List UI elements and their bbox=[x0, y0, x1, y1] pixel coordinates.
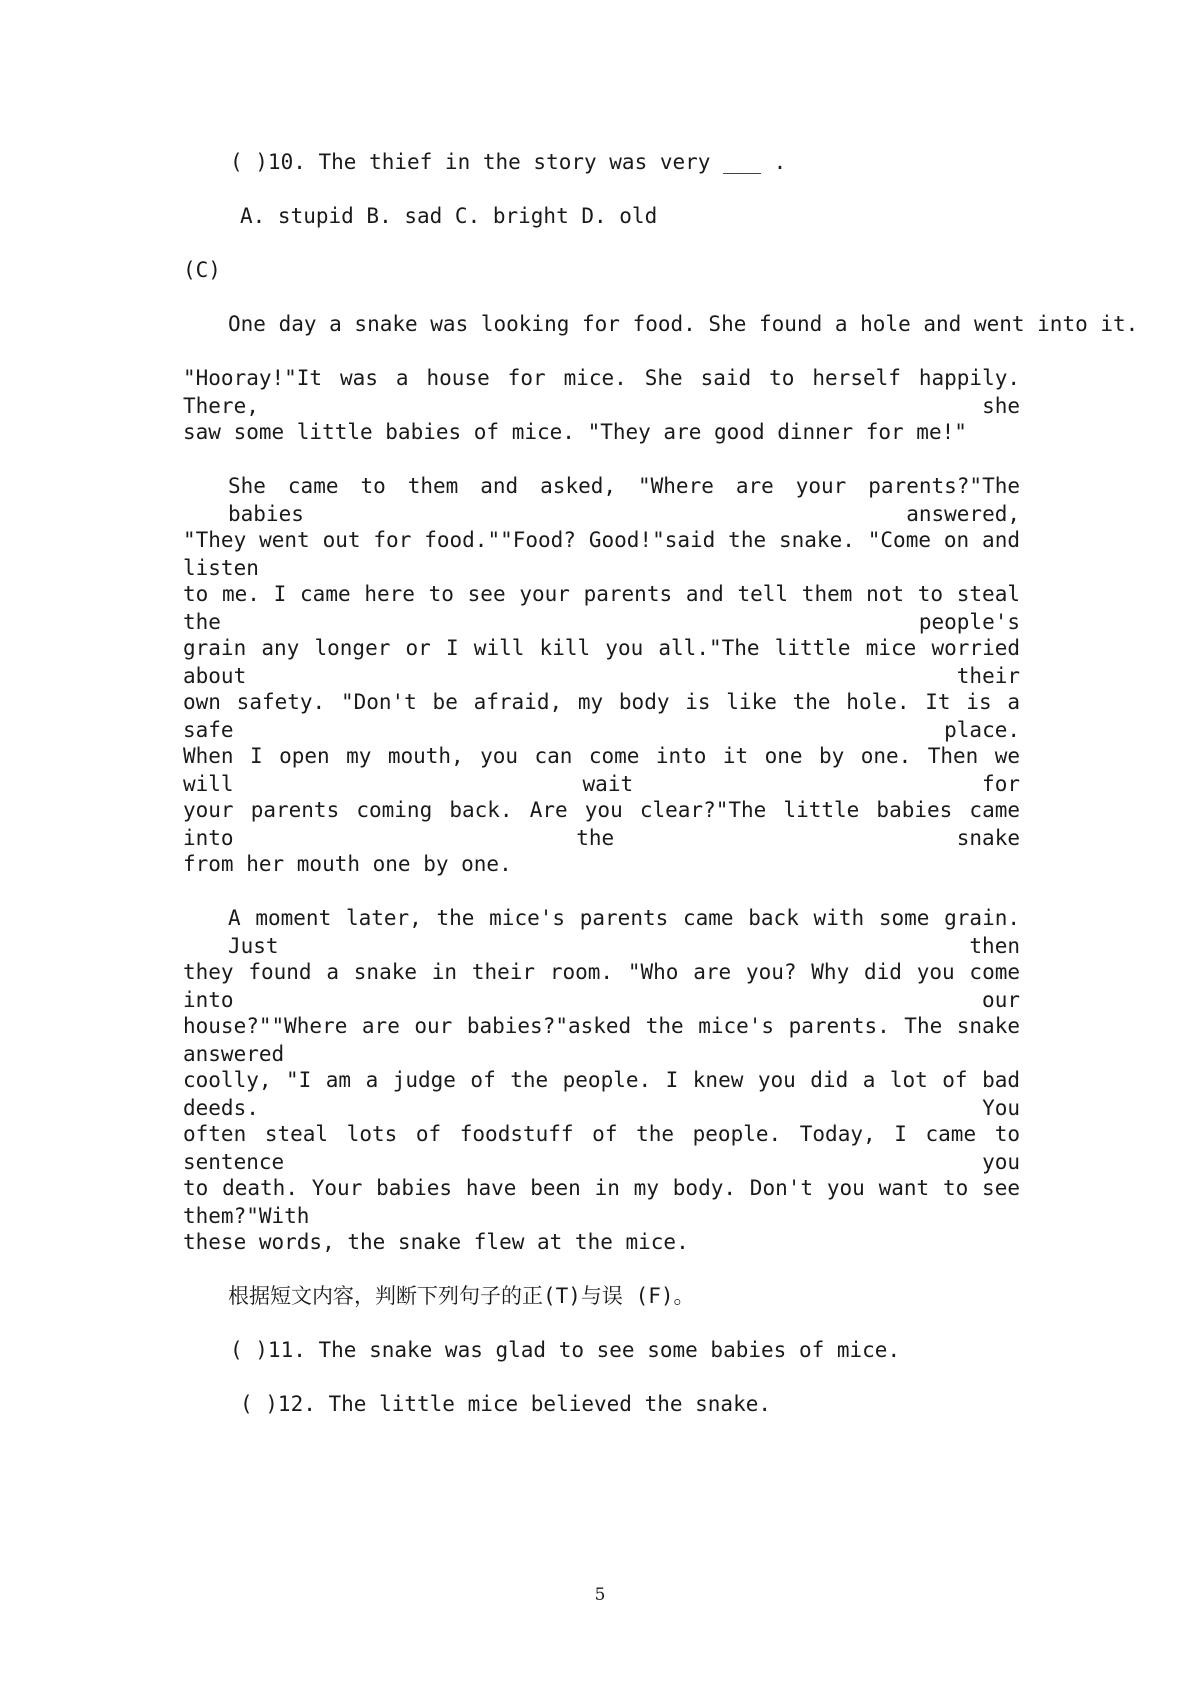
section-label: (C) bbox=[183, 258, 221, 282]
passage-line: own safety. "Don't be afraid, my body is like the hole. It is a safe place. bbox=[183, 690, 1020, 742]
passage-line: grain any longer or I will kill you all."The little mice worried about their bbox=[183, 636, 1020, 688]
question-11: ( )11. The snake was glad to see some babies of mice. bbox=[230, 1338, 901, 1362]
passage-line: She came to them and asked, "Where are your parents?"The babies answered, bbox=[228, 474, 1020, 526]
question-12: ( )12. The little mice believed the snake. bbox=[240, 1392, 772, 1416]
passage-line: from her mouth one by one. bbox=[183, 852, 512, 876]
passage-line: saw some little babies of mice. "They are good dinner for me!" bbox=[183, 420, 967, 444]
passage-line: house?""Where are our babies?"asked the mice's parents. The snake answered bbox=[183, 1014, 1020, 1066]
passage-line: to me. I came here to see your parents and tell them not to steal the people's bbox=[183, 582, 1020, 634]
passage-line: your parents coming back. Are you clear?"The little babies came into the snake bbox=[183, 798, 1020, 850]
passage-line: "Hooray!"It was a house for mice. She said to herself happily. There, she bbox=[183, 366, 1020, 418]
page-number: 5 bbox=[594, 1585, 606, 1605]
question-10-options: A. stupid B. sad C. bright D. old bbox=[240, 204, 658, 228]
passage-line: they found a snake in their room. "Who are you? Why did you come into our bbox=[183, 960, 1020, 1012]
passage-line: to death. Your babies have been in my body. Don't you want to see them?"With bbox=[183, 1176, 1020, 1228]
passage-line: coolly, "I am a judge of the people. I knew you did a lot of bad deeds. You bbox=[183, 1068, 1020, 1120]
passage-line: One day a snake was looking for food. She found a hole and went into it. bbox=[228, 312, 1139, 336]
passage-line: "They went out for food.""Food? Good!"said the snake. "Come on and listen bbox=[183, 528, 1020, 580]
question-10-stem: ( )10. The thief in the story was very ___ . bbox=[230, 150, 787, 174]
passage-line: A moment later, the mice's parents came back with some grain. Just then bbox=[228, 906, 1020, 958]
passage-line: often steal lots of foodstuff of the people. Today, I came to sentence you bbox=[183, 1122, 1020, 1174]
passage-line: When I open my mouth, you can come into it one by one. Then we will wait for bbox=[183, 744, 1020, 796]
passage-line: these words, the snake flew at the mice. bbox=[183, 1230, 689, 1254]
instruction: 根据短文内容，判断下列句子的正(T)与误 (F)。 bbox=[228, 1284, 695, 1308]
